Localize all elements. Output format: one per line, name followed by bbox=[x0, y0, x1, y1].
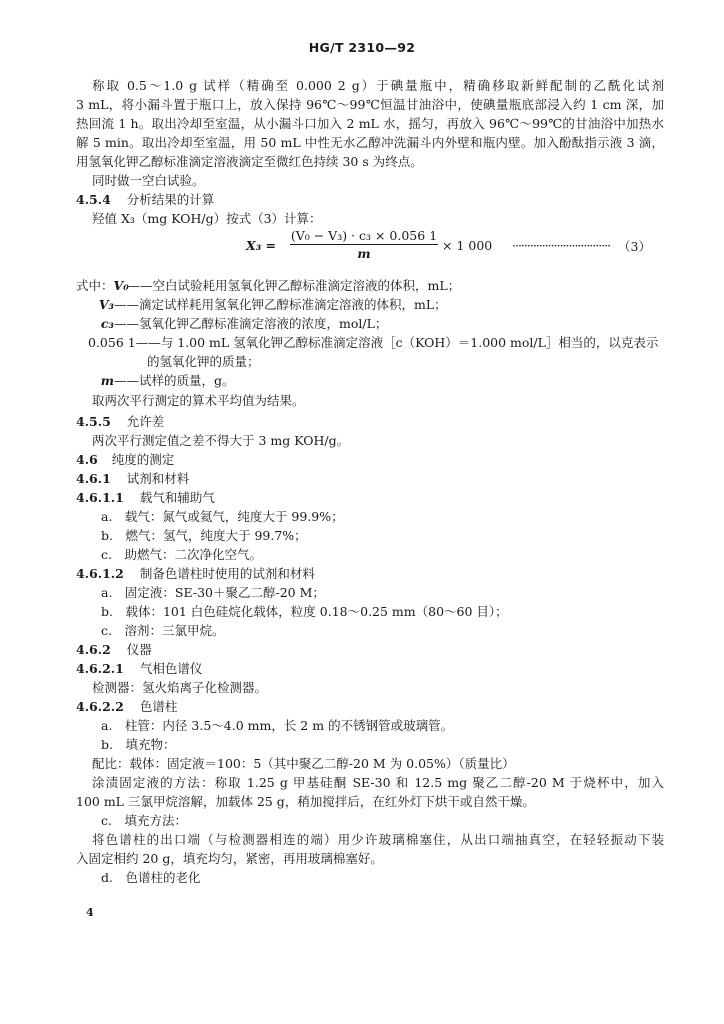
section-number: 4.6.2.2 bbox=[76, 699, 124, 714]
section-heading bbox=[76, 489, 215, 507]
formula-denominator: m bbox=[357, 246, 371, 261]
section-heading bbox=[76, 470, 189, 488]
where-row bbox=[76, 296, 447, 314]
formula-leader-dots: ································· bbox=[512, 238, 611, 253]
section-number: 4.6.2.1 bbox=[76, 661, 124, 676]
text-line: 用氢氧化钾乙醇标准滴定溶液滴定至微红色持续 30 s 为终点。 bbox=[76, 154, 423, 169]
equation-number: （3） bbox=[618, 239, 651, 254]
symbol: m bbox=[100, 373, 114, 388]
symbol: V₀ bbox=[113, 278, 129, 293]
section-heading bbox=[76, 191, 214, 209]
section-number: 4.5.4 bbox=[76, 192, 111, 207]
symbol-definition: ——与 1.00 mL 氢氧化钾乙醇标准滴定溶液［c（KOH）＝1.000 mol/L］相当的，以克表示 bbox=[135, 335, 659, 350]
section-heading bbox=[76, 565, 315, 583]
list-item: c. 溶剂：三氯甲烷。 bbox=[101, 623, 225, 638]
symbol: c₃ bbox=[100, 316, 114, 331]
list-item: b. 填充物： bbox=[101, 737, 176, 752]
list-item: b. 载体：101 白色硅烷化载体，粒度 0.18～0.25 mm（80～60 目）； bbox=[101, 604, 508, 619]
symbol-definition: ——滴定试样耗用氢氧化钾乙醇标准滴定溶液的体积，mL； bbox=[114, 297, 447, 312]
section-number: 4.6.1 bbox=[76, 471, 111, 486]
section-title: 允许差 bbox=[126, 414, 165, 429]
formula-numerator: (V₀ − V₃) · c₃ × 0.056 1 bbox=[290, 228, 438, 243]
text-line: 热回流 1 h。取出冷却至室温，从小漏斗口加入 2 mL 水，摇匀，再放入 96℃～99℃的甘油浴中加热水 bbox=[76, 116, 664, 131]
page-header: HG/T 2310—92 bbox=[308, 40, 416, 55]
section-heading bbox=[76, 698, 177, 716]
text-line: 100 mL 三氯甲烷溶解，加载体 25 g，稍加搅拌后，在红外灯下烘干或自然干燥。 bbox=[76, 794, 535, 809]
section-number: 4.6.1.1 bbox=[76, 490, 124, 505]
section-title: 分析结果的计算 bbox=[126, 192, 215, 207]
where-label: 式中： bbox=[76, 278, 114, 293]
text-line: 羟值 X₃（mg KOH/g）按式（3）计算： bbox=[92, 211, 322, 226]
symbol-definition: ——氢氧化钾乙醇标准滴定溶液的浓度，mol/L； bbox=[114, 316, 388, 331]
symbol: V₃ bbox=[98, 297, 114, 312]
section-title: 气相色谱仪 bbox=[139, 661, 203, 676]
section-heading bbox=[76, 660, 202, 678]
symbol-definition: ——试样的质量，g。 bbox=[114, 373, 235, 388]
section-number: 4.6 bbox=[76, 452, 98, 467]
where-row bbox=[76, 315, 387, 333]
section-title: 纯度的测定 bbox=[111, 452, 175, 467]
text-line: 配比：载体：固定液＝100：5（其中聚乙二醇-20 M 为 0.05%）（质量比） bbox=[92, 756, 515, 771]
list-item: a. 载气：氮气或氦气，纯度大于 99.9%； bbox=[101, 509, 344, 524]
text-line: 3 mL，将小漏斗置于瓶口上，放入保持 96℃～99℃恒温甘油浴中，使碘量瓶底部浸入约 1 cm 深，加 bbox=[76, 97, 664, 112]
text-line: 检测器：氢火焰离子化检测器。 bbox=[92, 680, 268, 695]
text-line: 两次平行测定值之差不得大于 3 mg KOH/g。 bbox=[92, 433, 350, 448]
list-item: c. 助燃气：二次净化空气。 bbox=[101, 547, 262, 562]
section-title: 载气和辅助气 bbox=[139, 490, 215, 505]
list-item: a. 固定液：SE-30＋聚乙二醇-20 M； bbox=[101, 585, 325, 600]
section-title: 仪器 bbox=[126, 642, 152, 657]
text-line: 涂渍固定液的方法：称取 1.25 g 甲基硅酮 SE-30 和 12.5 mg 聚乙二醇-20 M 于烧杯中，加入 bbox=[92, 775, 664, 790]
section-number: 4.6.1.2 bbox=[76, 566, 124, 581]
where-row bbox=[76, 277, 460, 295]
formula-rhs: × 1 000 bbox=[442, 238, 493, 253]
section-title: 制备色谱柱时使用的试剂和材料 bbox=[139, 566, 315, 581]
formula-fraction bbox=[290, 228, 438, 261]
list-item: c. 填充方法： bbox=[101, 813, 187, 828]
section-number: 4.5.5 bbox=[76, 414, 111, 429]
formula-lhs: X₃ = bbox=[246, 238, 276, 253]
section-number: 4.6.2 bbox=[76, 642, 111, 657]
section-title: 色谱柱 bbox=[139, 699, 178, 714]
section-heading bbox=[76, 641, 152, 659]
text-line: 取两次平行测定的算术平均值为结果。 bbox=[92, 393, 305, 408]
where-row bbox=[88, 334, 658, 352]
text-line: 将色谱柱的出口端（与检测器相连的端）用少许玻璃棉塞住，从出口端抽真空，在轻轻振动下装 bbox=[92, 832, 664, 847]
text-line: 称取 0.5～1.0 g 试样（精确至 0.000 2 g）于碘量瓶中，精确移取新鲜配制的乙酰化试剂 bbox=[92, 78, 664, 93]
text-line: 同时做一空白试验。 bbox=[92, 173, 205, 188]
list-item: a. 柱管：内径 3.5～4.0 mm，长 2 m 的不锈钢管或玻璃管。 bbox=[101, 718, 454, 733]
list-item: b. 燃气：氢气，纯度大于 99.7%； bbox=[101, 528, 307, 543]
list-item: d. 色谱柱的老化 bbox=[101, 870, 201, 885]
text-line: 解 5 min。取出冷却至室温，用 50 mL 中性无水乙醇冲洗漏斗内外壁和瓶内壁。加入酚酞指示液 3 滴， bbox=[76, 135, 664, 150]
where-row bbox=[76, 372, 235, 390]
symbol-definition: ——空白试验耗用氢氧化钾乙醇标准滴定溶液的体积，mL； bbox=[127, 278, 461, 293]
section-heading bbox=[76, 451, 174, 469]
section-title: 试剂和材料 bbox=[126, 471, 190, 486]
page-number: 4 bbox=[86, 906, 94, 919]
symbol: 0.056 1 bbox=[88, 335, 136, 350]
text-line: 入固定相约 20 g，填充均匀，紧密，再用玻璃棉塞好。 bbox=[76, 851, 383, 866]
section-heading bbox=[76, 413, 164, 431]
where-row-continued: 的氢氧化钾的质量； bbox=[147, 354, 260, 369]
